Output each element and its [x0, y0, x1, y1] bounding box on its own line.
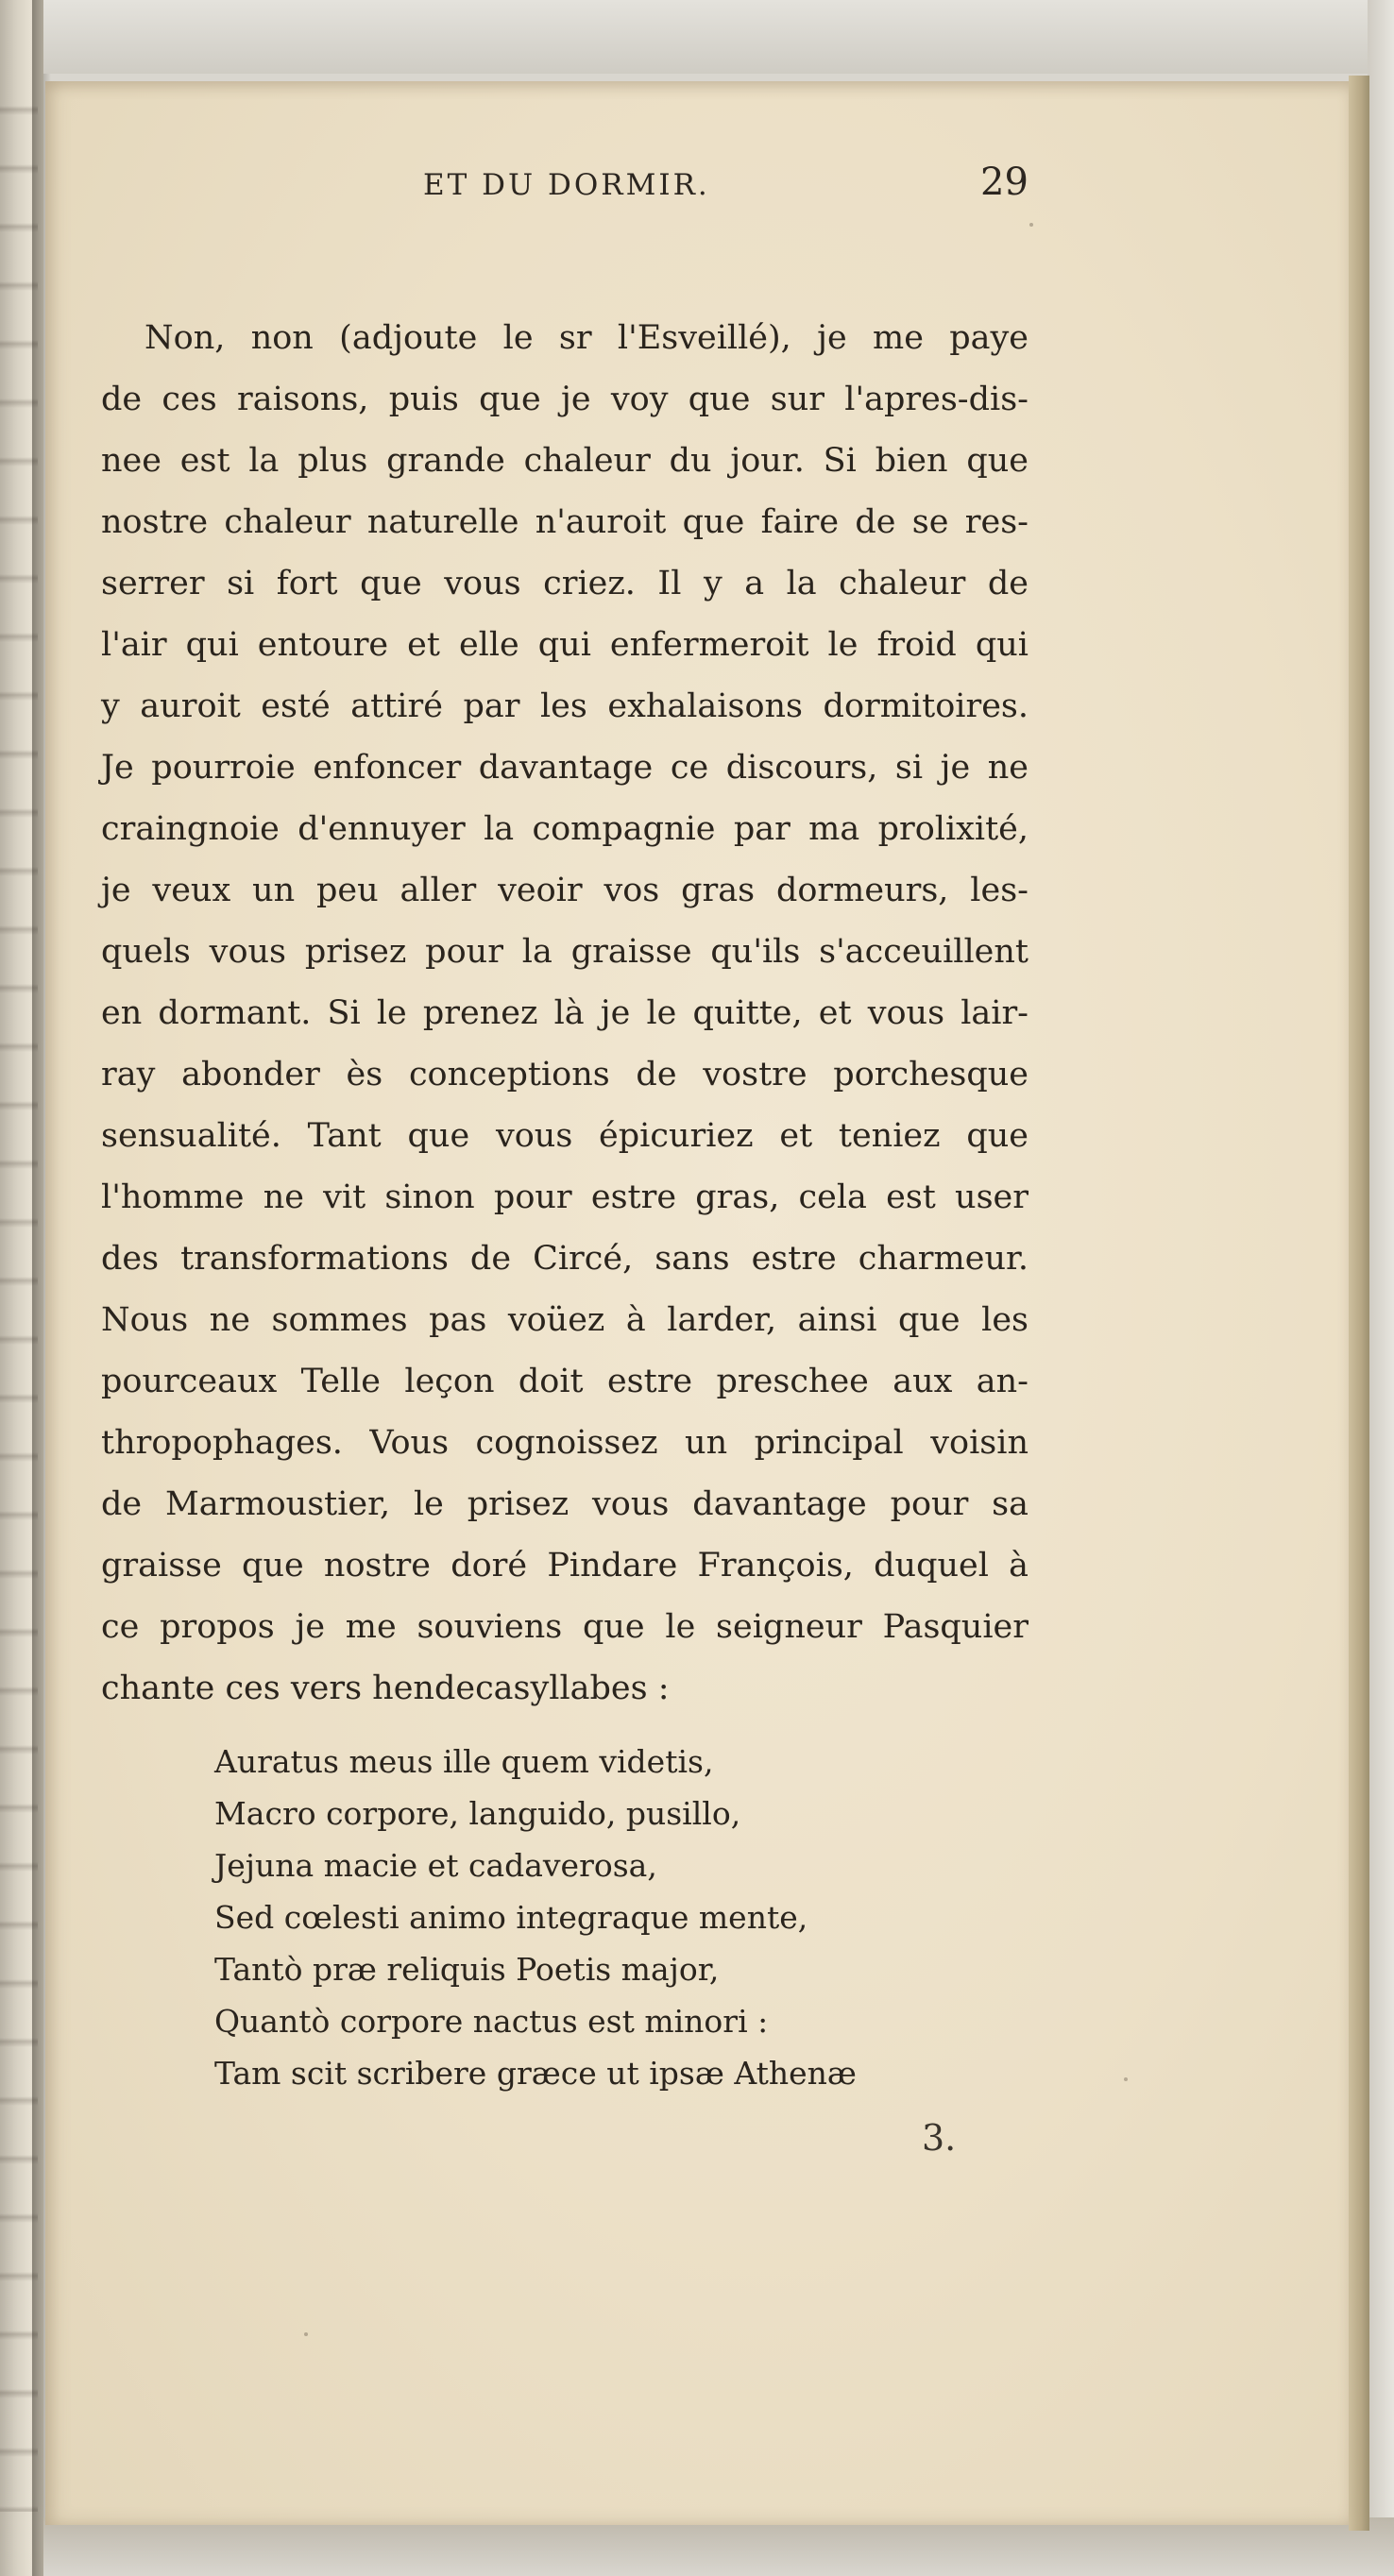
- text-line: Nous ne sommes pas voüez à larder, ainsi que les: [101, 1301, 1028, 1339]
- verse-line: Jejuna macie et cadaverosa,: [214, 1847, 657, 1884]
- verse-line: Tam scit scribere græce ut ipsæ Athenæ: [214, 2055, 857, 2092]
- text-line: chante ces vers hendecasyllabes :: [101, 1669, 670, 1707]
- verse-line: Sed cœlesti animo integraque mente,: [214, 1899, 808, 1936]
- page-block-edge: [1349, 76, 1369, 2531]
- signature-mark: 3.: [922, 2117, 957, 2159]
- body-paragraph: [101, 308, 1028, 1720]
- text-line: y auroit esté attiré par les exhalaisons dormitoires.: [101, 687, 1028, 725]
- text-line: graisse que nostre doré Pindare François, duquel à: [101, 1547, 1028, 1585]
- text-line: Non, non (adjoute le sr l'Esveillé), je me paye: [144, 319, 1028, 357]
- scan-background-top: [43, 0, 1394, 74]
- text-line: je veux un peu aller veoir vos gras dormeurs, les-: [101, 872, 1028, 909]
- text-line: en dormant. Si le prenez là je le quitte, et vous lair-: [101, 994, 1028, 1032]
- text-line: sensualité. Tant que vous épicuriez et teniez que: [101, 1117, 1028, 1155]
- text-line: ray abonder ès conceptions de vostre porchesque: [101, 1056, 1028, 1093]
- verse-line: Auratus meus ille quem videtis,: [214, 1743, 714, 1780]
- paper-speck: [304, 2332, 308, 2336]
- scan-background-right: [1368, 0, 1394, 2576]
- paper-speck: [1124, 2077, 1128, 2081]
- paper-speck: [1029, 223, 1033, 227]
- text-line: l'air qui entoure et elle qui enfermeroit le froid qui: [101, 626, 1028, 664]
- text-line: nee est la plus grande chaleur du jour. Si bien que: [101, 442, 1028, 480]
- text-line: l'homme ne vit sinon pour estre gras, cela est user: [101, 1178, 1028, 1216]
- text-line: des transformations de Circé, sans estre charmeur.: [101, 1240, 1028, 1278]
- text-line: thropophages. Vous cognoissez un principal voisin: [101, 1424, 1028, 1462]
- text-line: quels vous prisez pour la graisse qu'ils s'acceuillent: [101, 933, 1028, 971]
- text-line: ce propos je me souviens que le seigneur Pasquier: [101, 1608, 1028, 1646]
- text-line: craingnoie d'ennuyer la compagnie par ma prolixité,: [101, 810, 1028, 848]
- text-line: nostre chaleur naturelle n'auroit que faire de se res-: [101, 503, 1028, 541]
- text-line: de Marmoustier, le prisez vous davantage pour sa: [101, 1485, 1028, 1523]
- verse-line: Quantò corpore nactus est minori :: [214, 2003, 769, 2040]
- running-head: [0, 161, 1394, 217]
- latin-verse: [214, 1736, 857, 2099]
- text-line: Je pourroie enfoncer davantage ce discours, si je ne: [101, 749, 1028, 787]
- page-number: 29: [980, 161, 1028, 204]
- text-line: serrer si fort que vous criez. Il y a la chaleur de: [101, 565, 1028, 602]
- text-line: de ces raisons, puis que je voy que sur l'apres-dis-: [101, 381, 1028, 418]
- scan-background-bottom: [43, 2517, 1394, 2576]
- verse-line: Tantò præ reliquis Poetis major,: [214, 1951, 720, 1988]
- running-title: ET DU DORMIR.: [423, 168, 710, 202]
- verse-line: Macro corpore, languido, pusillo,: [214, 1795, 741, 1832]
- text-line: pourceaux Telle leçon doit estre preschee aux an-: [101, 1363, 1028, 1400]
